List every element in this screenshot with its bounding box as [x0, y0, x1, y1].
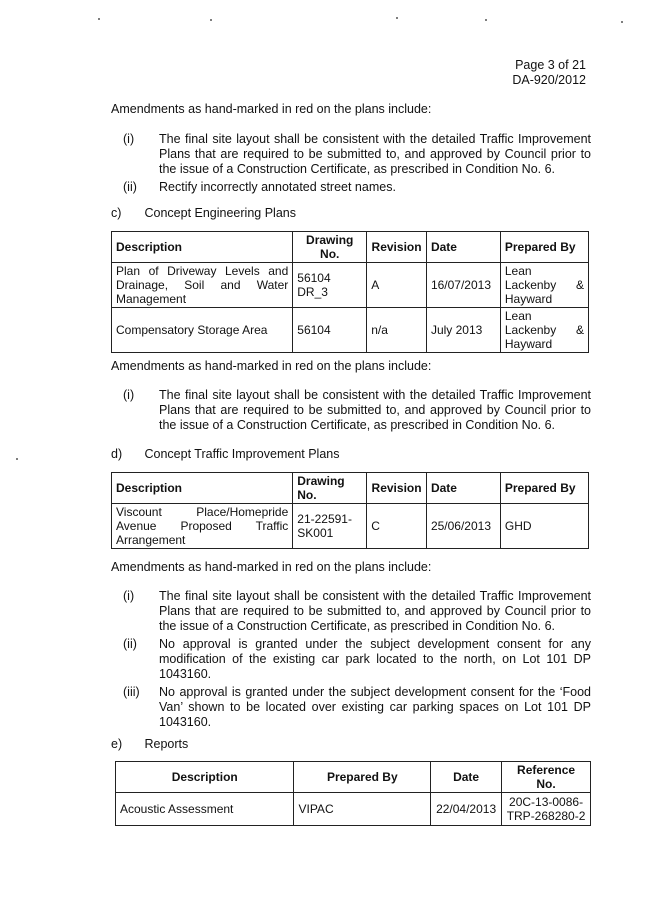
- table-cell: VIPAC: [294, 793, 431, 826]
- column-header: Revision: [367, 473, 427, 504]
- column-header: Date: [426, 473, 500, 504]
- table-cell: 56104: [293, 308, 367, 353]
- table-cell: Lean Lackenby & Hayward: [500, 263, 588, 308]
- section-title: Concept Engineering Plans: [144, 206, 296, 220]
- column-header: Description: [112, 232, 293, 263]
- table-row: [112, 263, 589, 308]
- table-cell: 21-22591-SK001: [293, 504, 367, 549]
- list-item-number: (ii): [123, 637, 137, 651]
- column-header: Prepared By: [294, 762, 431, 793]
- table-row: [112, 504, 589, 549]
- section-heading-c: [111, 206, 296, 221]
- list-item: [123, 180, 591, 195]
- column-header: Prepared By: [500, 232, 588, 263]
- list-item: [123, 685, 591, 730]
- amendments-intro: Amendments as hand-marked in red on the plans include:: [111, 102, 432, 116]
- table-cell: 22/04/2013: [431, 793, 502, 826]
- column-header: Prepared By: [500, 473, 588, 504]
- table-row: [112, 308, 589, 353]
- section-heading-d: [111, 447, 339, 462]
- table-header-row: [112, 473, 589, 504]
- column-header: Description: [112, 473, 293, 504]
- list-item-number: (ii): [123, 180, 137, 194]
- table-header-row: [112, 232, 589, 263]
- column-header: Date: [431, 762, 502, 793]
- table-cell: A: [367, 263, 427, 308]
- list-item-text: The final site layout shall be consistent with the detailed Traffic Improvement Plans that are required to be submitted to, and approved by Council prior to the issue of a Construction Certificate, as prescribed in Condition No. 6.: [159, 388, 591, 432]
- table-cell: Acoustic Assessment: [116, 793, 294, 826]
- section-letter: e): [111, 737, 123, 751]
- list-item-number: (i): [123, 589, 135, 603]
- column-header: Date: [426, 232, 500, 263]
- traffic-plans-table: [111, 472, 589, 549]
- list-item-text: No approval is granted under the subject development consent for the ‘Food Van’ shown to be located over existing car parking spaces on Lot 101 DP 1043160.: [159, 685, 591, 729]
- table-header-row: [116, 762, 591, 793]
- amendments-list: [123, 589, 591, 733]
- column-header: Revision: [367, 232, 427, 263]
- table-cell: Viscount Place/Homepride Avenue Proposed Traffic Arrangement: [112, 504, 293, 549]
- list-item: [123, 589, 591, 634]
- list-item-text: No approval is granted under the subject development consent for any modification of the existing car park located to the north, on Lot 101 DP 1043160.: [159, 637, 591, 681]
- table-cell: Plan of Driveway Levels and Drainage, Soil and Water Management: [112, 263, 293, 308]
- list-item: [123, 388, 591, 433]
- table-row: [116, 793, 591, 826]
- page-number: Page 3 of 21: [515, 58, 586, 72]
- column-header: Description: [116, 762, 294, 793]
- table-cell: 56104 DR_3: [293, 263, 367, 308]
- column-header: Drawing No.: [293, 473, 367, 504]
- table-cell: 16/07/2013: [426, 263, 500, 308]
- section-heading-e: [111, 737, 188, 752]
- table-cell: GHD: [500, 504, 588, 549]
- table-cell: C: [367, 504, 427, 549]
- scan-speck: [485, 19, 487, 21]
- table-cell: 20C-13-0086-TRP-268280-2: [502, 793, 591, 826]
- list-item-text: Rectify incorrectly annotated street names.: [159, 180, 396, 194]
- scan-speck: [396, 17, 398, 19]
- document-number: DA-920/2012: [512, 73, 586, 87]
- list-item: [123, 637, 591, 682]
- scan-speck: [16, 458, 18, 460]
- list-item-text: The final site layout shall be consistent with the detailed Traffic Improvement Plans that are required to be submitted to, and approved by Council prior to the issue of a Construction Certificate, as prescribed in Condition No. 6.: [159, 589, 591, 633]
- amendments-list: [123, 132, 591, 198]
- table-cell: 25/06/2013: [426, 504, 500, 549]
- page-reference: [512, 58, 586, 88]
- scan-speck: [210, 19, 212, 21]
- list-item-number: (iii): [123, 685, 140, 699]
- reports-table: [115, 761, 591, 826]
- section-title: Concept Traffic Improvement Plans: [144, 447, 340, 461]
- amendments-intro: Amendments as hand-marked in red on the plans include:: [111, 359, 432, 373]
- table-cell: n/a: [367, 308, 427, 353]
- section-letter: d): [111, 447, 123, 461]
- amendments-list: [123, 388, 591, 436]
- table-cell: Lean Lackenby & Hayward: [500, 308, 588, 353]
- column-header: Drawing No.: [293, 232, 367, 263]
- list-item-number: (i): [123, 132, 135, 146]
- table-cell: Compensatory Storage Area: [112, 308, 293, 353]
- engineering-plans-table: [111, 231, 589, 353]
- scan-speck: [621, 21, 623, 23]
- amendments-intro: Amendments as hand-marked in red on the plans include:: [111, 560, 432, 574]
- table-cell: July 2013: [426, 308, 500, 353]
- section-letter: c): [111, 206, 122, 220]
- section-title: Reports: [144, 737, 189, 751]
- column-header: Reference No.: [502, 762, 591, 793]
- scan-speck: [98, 18, 100, 20]
- list-item: [123, 132, 591, 177]
- list-item-number: (i): [123, 388, 135, 402]
- list-item-text: The final site layout shall be consistent with the detailed Traffic Improvement Plans that are required to be submitted to, and approved by Council prior to the issue of a Construction Certificate, as prescribed in Condition No. 6.: [159, 132, 591, 176]
